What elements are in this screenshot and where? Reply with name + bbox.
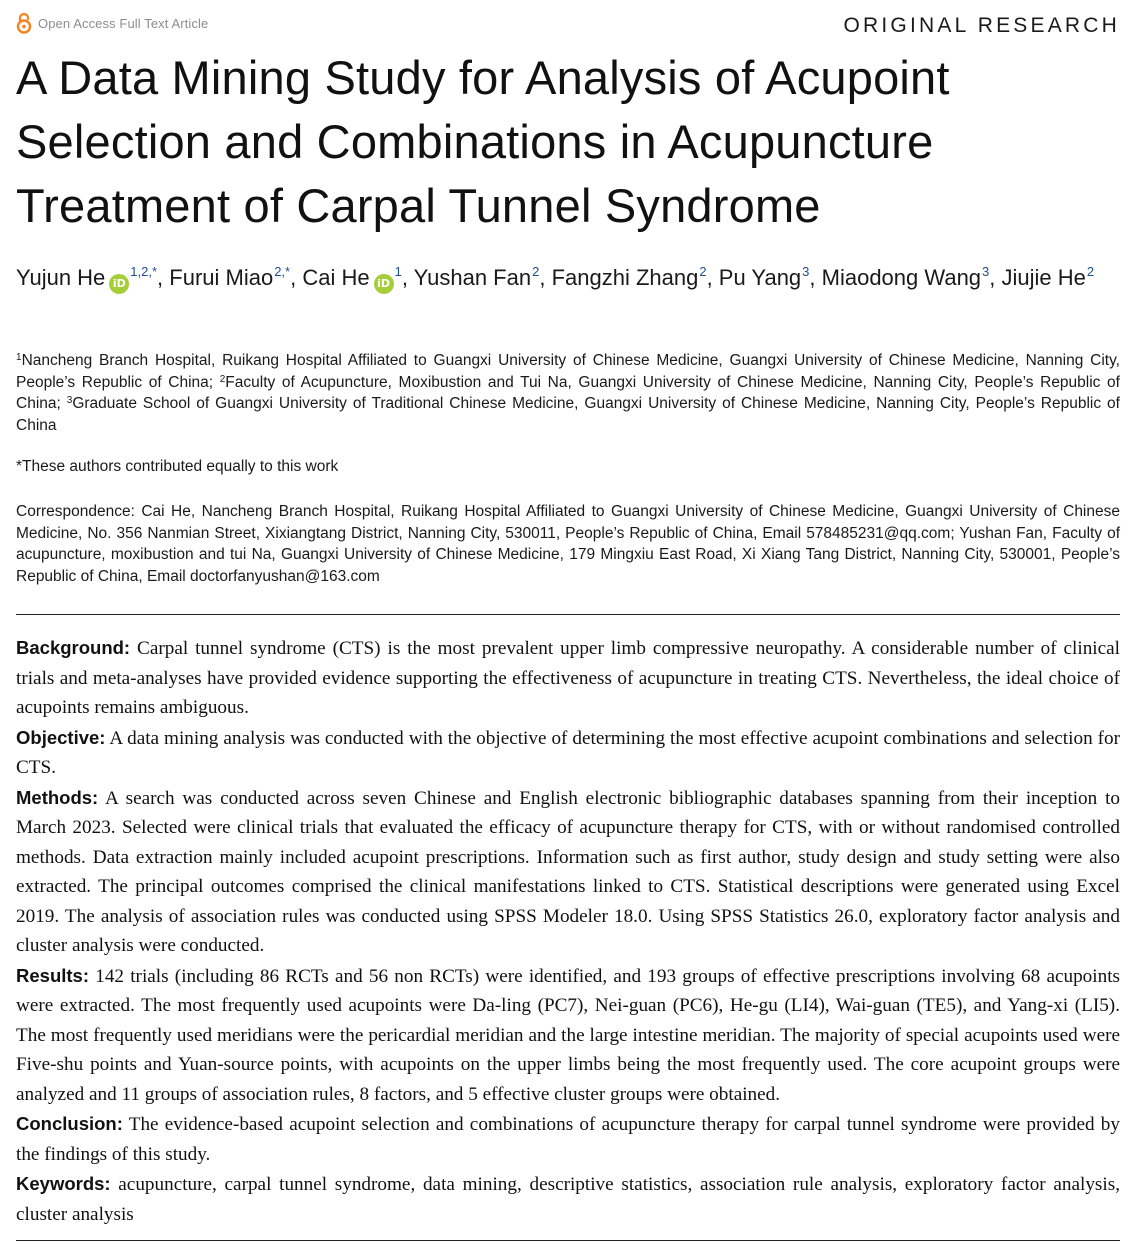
author-name[interactable]: Jiujie He <box>1001 265 1086 290</box>
background-text: Carpal tunnel syndrome (CTS) is the most prevalent upper limb compressive neuropathy. A considerable number of clinical trials and meta-analyses have provided evidence supporting the effectiveness of acupuncture in treating CTS. Nevertheless, the ideal choice of acupoints remains ambiguous. <box>16 638 1120 718</box>
author-affiliation-marker[interactable]: 3 <box>982 264 990 279</box>
author-affiliation-marker[interactable]: 2 <box>699 264 707 279</box>
author[interactable] <box>169 265 290 290</box>
affiliation-number: 2 <box>219 373 226 385</box>
author-name[interactable]: Yushan Fan <box>413 265 532 290</box>
author-affiliation-marker[interactable]: 2 <box>532 264 540 279</box>
open-access-lock-icon <box>16 12 32 34</box>
article-header <box>16 12 1120 36</box>
abstract-results <box>16 961 1120 1110</box>
results-label: Results: <box>16 964 89 986</box>
open-access-label: Open Access Full Text Article <box>38 15 209 31</box>
author-name[interactable]: Fangzhi Zhang <box>551 265 699 290</box>
abstract-top-rule <box>16 614 1120 615</box>
author[interactable] <box>302 265 401 290</box>
author[interactable] <box>822 265 990 290</box>
abstract-keywords <box>16 1169 1120 1229</box>
affiliation-number: 3 <box>66 395 73 406</box>
results-text: 142 trials (including 86 RCTs and 56 non RCTs) were identified, and 193 groups of effective prescriptions involving 68 acupoints were extracted. The most frequently used acupoints were Da-ling (PC7), Nei-guan (PC6), He-gu (LI4), Wai-guan (TE5), and Yang-xi (LI5). The most frequently used meridians were the pericardial meridian and the large intestine meridian. The majority of special acupoints used were Five-shu points and Yuan-source points, with acupoints on the upper limbs being the most frequently used. The core acupoint groups were analyzed and 11 groups of association rules, 8 factors, and 5 effective cluster groups were obtained. <box>16 965 1120 1105</box>
author[interactable] <box>719 265 810 290</box>
affiliation-number: 1 <box>16 352 22 363</box>
author[interactable] <box>552 265 707 290</box>
author[interactable] <box>414 265 540 290</box>
affiliations <box>16 350 1120 436</box>
keywords-label: Keywords: <box>16 1173 111 1194</box>
orcid-icon[interactable]: iD <box>109 274 129 294</box>
abstract-background <box>16 633 1120 723</box>
author-affiliation-marker[interactable]: 2,* <box>274 264 291 279</box>
article-title: A Data Mining Study for Analysis of Acupoint Selection and Combinations in Acupuncture Treatment of Carpal Tunnel Syndrome <box>16 51 950 232</box>
abstract-objective <box>16 723 1120 783</box>
abstract-conclusion <box>16 1109 1120 1169</box>
objective-label: Objective: <box>16 726 106 748</box>
author[interactable] <box>1002 265 1095 290</box>
affiliation-text: Graduate School of Guangxi University of Traditional Chinese Medicine, Guangxi University of Chinese Medicine, Nanning City, People’s Republic of China <box>16 395 1120 434</box>
orcid-icon[interactable]: iD <box>374 274 394 294</box>
author-affiliation-marker[interactable]: 1,2,* <box>130 264 158 279</box>
author-name[interactable]: Miaodong Wang <box>821 265 982 290</box>
author[interactable] <box>16 265 157 290</box>
equal-contribution-note: *These authors contributed equally to this work <box>16 458 339 475</box>
keywords-text: acupuncture, carpal tunnel syndrome, data mining, descriptive statistics, association rule analysis, exploratory factor analysis, cluster analysis <box>16 1174 1120 1225</box>
abstract <box>16 633 1120 1229</box>
author-name[interactable]: Yujun He <box>16 265 106 290</box>
article-type: ORIGINAL RESEARCH <box>843 14 1120 37</box>
author-list: Yujun He $iD^{1,2,*}$, Furui Miao$^{2,*}$, Cai He $iD^1$, Yushan Fan$^2$, Fangzhi Zhang$^2$, Pu Yang$^3$, Miaodong Wang$^3$, Jiujie He$^2$ <box>16 262 1126 294</box>
author-affiliation-marker[interactable]: 3 <box>802 264 810 279</box>
methods-label: Methods: <box>16 786 99 808</box>
abstract-methods <box>16 783 1120 961</box>
author-name[interactable]: Pu Yang <box>718 265 802 290</box>
correspondence: Correspondence: Cai He, Nancheng Branch Hospital, Ruikang Hospital Affiliated to Guangxi University of Chinese Medicine, Guangxi University of Chinese Medicine, No. 356 Nanmian Street, Xixiangtang District, Nanning City, 530011, People’s Republic of China, Email 578485231@qq.com; Yushan Fan, Faculty of acupuncture, moxibustion and tui Na, Guangxi University of Chinese Medicine, 179 Mingxiu East Road, Xi Xiang Tang District, Nanning City, 530001, People’s Republic of China, Email doctorfanyushan@163.com <box>16 503 1120 585</box>
open-access-badge[interactable] <box>16 12 208 34</box>
author-affiliation-marker[interactable]: 1 <box>394 264 402 279</box>
author-affiliation-marker[interactable]: 2 <box>1086 264 1095 279</box>
background-label: Background: <box>16 637 131 658</box>
objective-text: A data mining analysis was conducted with the objective of determining the most effective acupoint combinations and selection for CTS. <box>16 727 1120 778</box>
conclusion-text: The evidence-based acupoint selection and combinations of acupuncture therapy for carpal tunnel syndrome were provided by the findings of this study. <box>16 1114 1120 1165</box>
author-name[interactable]: Cai He <box>302 265 370 290</box>
author-name[interactable]: Furui Miao <box>169 265 274 290</box>
conclusion-label: Conclusion: <box>16 1113 123 1134</box>
methods-text: A search was conducted across seven Chinese and English electronic bibliographic databases spanning from their inception to March 2023. Selected were clinical trials that evaluated the efficacy of acupuncture therapy for CTS, with or without randomised controlled methods. Data extraction mainly included acupoint prescriptions. Information such as first author, study design and study setting were also extracted. The principal outcomes comprised the clinical manifestations linked to CTS. Statistical descriptions were generated using Excel 2019. The analysis of association rules was conducted using SPSS Modeler 18.0. Using SPSS Statistics 26.0, exploratory factor analysis and cluster analysis were conducted. <box>16 787 1120 956</box>
affiliation-text: Nancheng Branch Hospital, Ruikang Hospital Affiliated to Guangxi University of Chinese Medicine, Guangxi University of Chinese Medicine, Nanning City, People’s Republic of China; <box>16 352 1120 391</box>
abstract-bottom-rule <box>16 1240 1120 1241</box>
affiliation-text: Faculty of Acupuncture, Moxibustion and Tui Na, Guangxi University of Chinese Medicine, Nanning City, People’s Republic of China; <box>16 373 1120 412</box>
